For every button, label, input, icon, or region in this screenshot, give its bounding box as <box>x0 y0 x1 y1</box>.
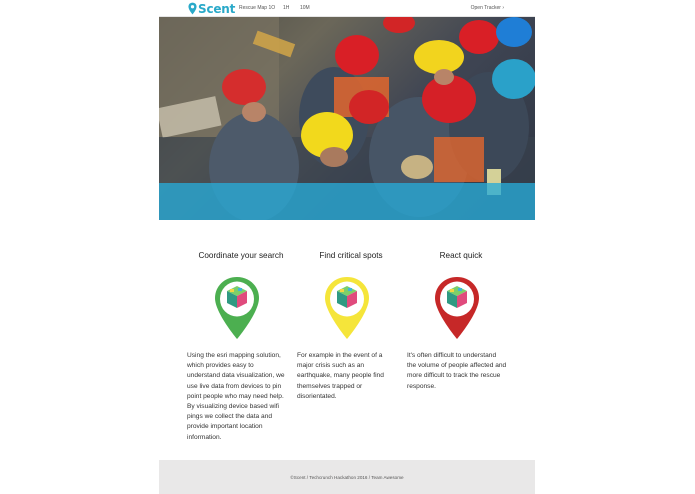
yellow-map-pin-icon <box>324 276 370 340</box>
logo-text: Scent <box>198 1 236 16</box>
green-map-pin-icon <box>214 276 260 340</box>
footer-text: ©Scent / Techcrunch Hackathon 2016 / Team Awesome <box>290 474 404 480</box>
top-nav <box>159 0 535 17</box>
feature-text: Using the esri mapping solution, which provides easy to understand data visualization, we use live data from devices to pin point people who may need help. By visualizing device based wifi pings we collect the data and provide important location information. <box>187 352 285 441</box>
features-section <box>159 220 535 460</box>
hero-image <box>159 17 535 220</box>
open-tracker-link[interactable]: Open Tracker › <box>470 5 504 11</box>
nav-link-1h[interactable]: 1H <box>283 5 290 11</box>
nav-link-rescue-map[interactable]: Rescue Map 1O <box>239 5 276 11</box>
red-map-pin-icon <box>434 276 480 340</box>
logo[interactable] <box>188 1 235 16</box>
hero-blue-band <box>159 183 535 220</box>
feature-text: For example in the event of a major crisis such as an earthquake, many people find themselves trapped or disorientated. <box>297 352 384 400</box>
feature-text: It's often difficult to understand the volume of people affected and more difficult to track the rescue response. <box>407 352 507 390</box>
page <box>159 0 535 494</box>
feature-title: Find critical spots <box>319 251 383 260</box>
feature-title: Coordinate your search <box>198 251 284 260</box>
feature-title: React quick <box>439 251 483 260</box>
footer <box>159 460 535 494</box>
map-pin-logo-icon <box>188 2 197 15</box>
nav-link-10m[interactable]: 10M <box>300 5 310 11</box>
